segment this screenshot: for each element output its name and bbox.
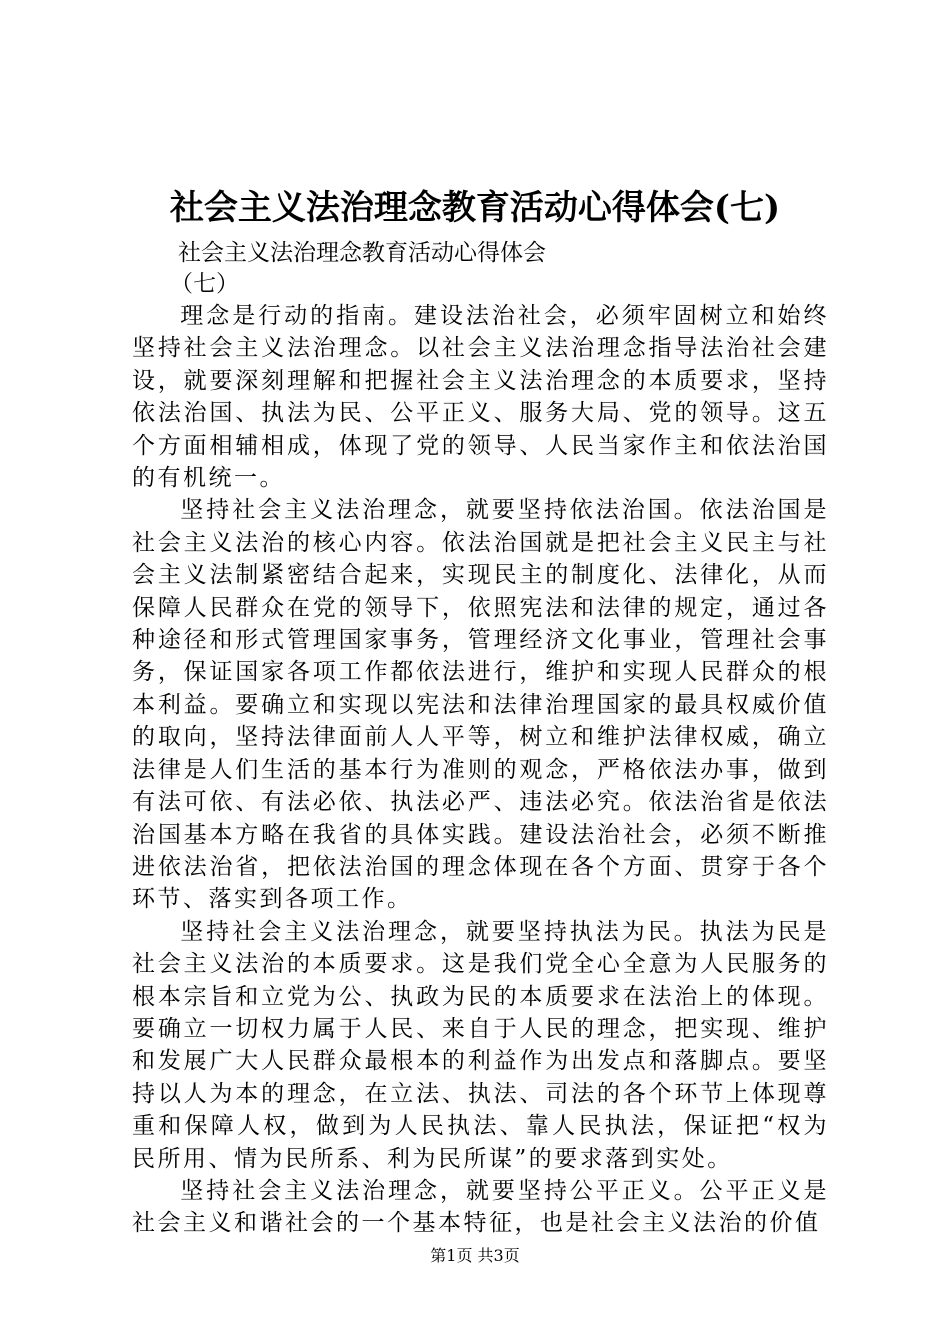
document-subtitle-number: （七） [170, 271, 239, 297]
paragraph-3: 坚持社会主义法治理念，就要坚持执法为民。执法为民是社会主义法治的本质要求。这是我们党全心全意为人民服务的根本宗旨和立党为公、执政为民的本质要求在法治上的体现。要确立一切权力属于人民、来自于人民的理念，把实现、维护和发展广大人民群众最根本的利益作为出发点和落脚点。要坚持以人为本的理念，在立法、执法、司法的各个环节上体现尊重和保障人权，做到为人民执法、靠人民执法，保证把“权为民所用、情为民所系、利为民所谋”的要求落到实处。 [132, 918, 829, 1172]
paragraph-1: 理念是行动的指南。建设法治社会，必须牢固树立和始终坚持社会主义法治理念。以社会主义法治理念指导法治社会建设，就要深刻理解和把握社会主义法治理念的本质要求，坚持依法治国、执法为民、公平正义、服务大局、党的领导。这五个方面相辅相成，体现了党的领导、人民当家作主和依法治国的有机统一。 [132, 303, 829, 492]
paragraph-4: 坚持社会主义法治理念，就要坚持公平正义。公平正义是社会主义和谐社会的一个基本特征，也是社会主义法治的价值 [132, 1177, 829, 1237]
document-subtitle: 社会主义法治理念教育活动心得体会 [178, 240, 546, 266]
document-title: 社会主义法治理念教育活动心得体会(七) [169, 188, 781, 228]
page-number-footer: 第1页 共3页 [430, 1246, 520, 1265]
document-body [132, 300, 829, 1240]
paragraph-2: 坚持社会主义法治理念，就要坚持依法治国。依法治国是社会主义法治的核心内容。依法治国就是把社会主义民主与社会主义法制紧密结合起来，实现民主的制度化、法律化，从而保障人民群众在党的领导下，依照宪法和法律的规定，通过各种途径和形式管理国家事务，管理经济文化事业，管理社会事务，保证国家各项工作都依法进行，维护和实现人民群众的根本利益。要确立和实现以宪法和法律治理国家的最具权威价值的取向，坚持法律面前人人平等，树立和维护法律权威，确立法律是人们生活的基本行为准则的观念，严格依法办事，做到有法可依、有法必依、执法必严、违法必究。依法治省是依法治国基本方略在我省的具体实践。建设法治社会，必须不断推进依法治省，把依法治国的理念体现在各个方面、贯穿于各个环节、落实到各项工作。 [132, 497, 829, 913]
